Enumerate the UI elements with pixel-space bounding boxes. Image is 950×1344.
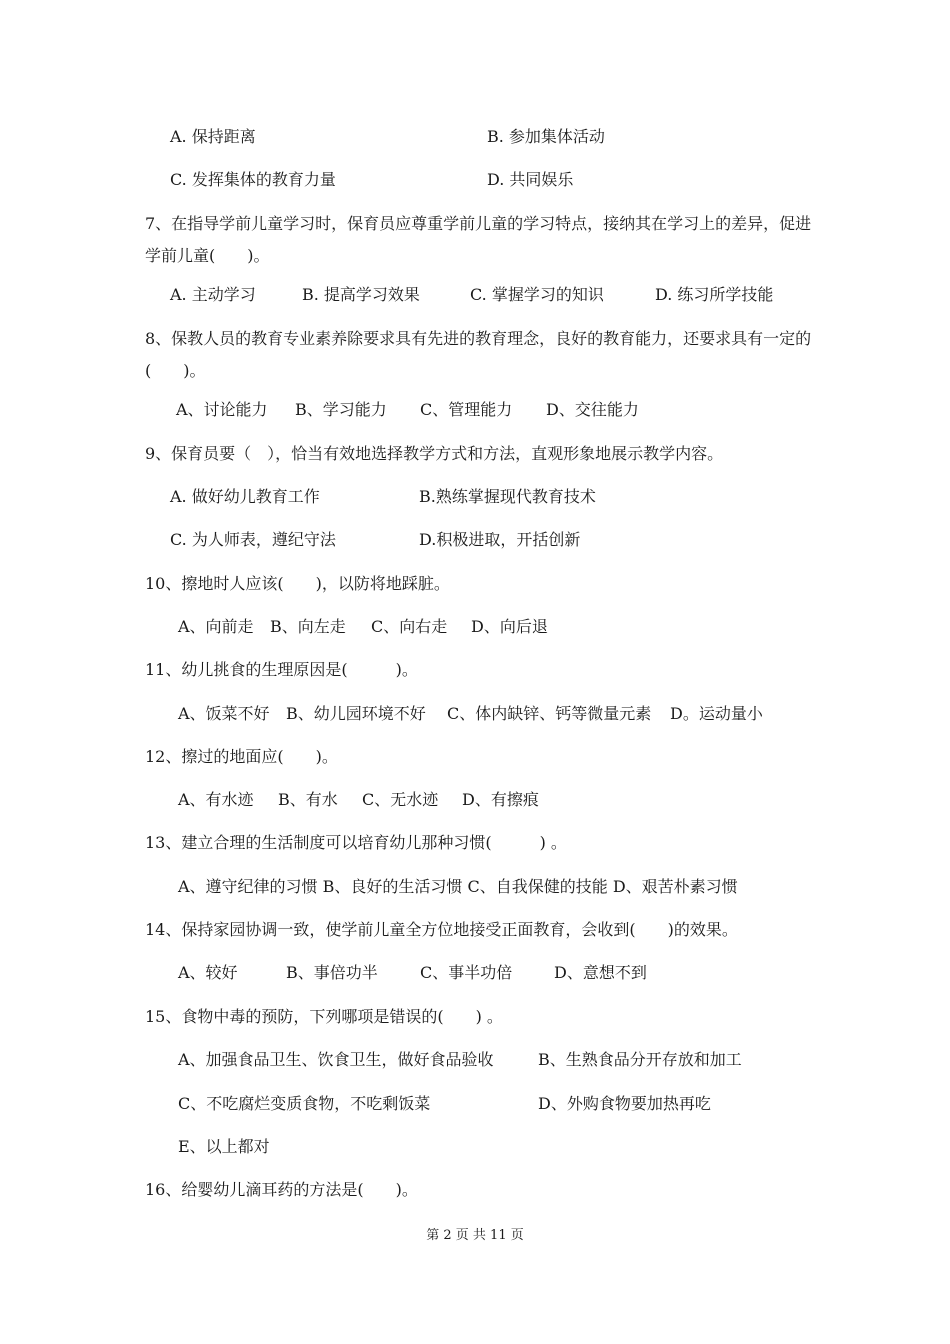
- q7-option-c: C. 掌握学习的知识: [470, 285, 604, 304]
- question-7: 7、在指导学前儿童学习时，保育员应尊重学前儿童的学习特点，接纳其在学习上的差异，促进学前儿童( )。: [145, 214, 812, 265]
- question-11: 11、幼儿挑食的生理原因是( )。: [145, 660, 418, 679]
- q10-option-a: A、向前走: [178, 617, 254, 636]
- q12-option-b: B、有水: [278, 790, 338, 809]
- q6-option-d: D. 共同娱乐: [487, 170, 574, 189]
- q6-option-c: C. 发挥集体的教育力量: [170, 170, 336, 189]
- q6-option-b: B. 参加集体活动: [487, 127, 605, 146]
- question-9: 9、保育员要（ ），恰当有效地选择教学方式和方法，直观形象地展示教学内容。: [145, 444, 724, 463]
- q15-option-a: A、加强食品卫生、饮食卫生，做好食品验收: [178, 1050, 494, 1069]
- q11-option-c: C、体内缺锌、钙等微量元素: [447, 704, 652, 723]
- q15-option-d: D、外购食物要加热再吃: [538, 1094, 711, 1113]
- q8-option-d: D、交往能力: [546, 400, 639, 419]
- q13-options: A、遵守纪律的习惯 B、良好的生活习惯 C、自我保健的技能 D、艰苦朴素习惯: [178, 877, 738, 896]
- q10-option-b: B、向左走: [270, 617, 346, 636]
- q14-option-d: D、意想不到: [554, 963, 647, 982]
- q9-option-a: A. 做好幼儿教育工作: [170, 487, 320, 506]
- question-12: 12、擦过的地面应( )。: [145, 747, 338, 766]
- q8-option-a: A、讨论能力: [176, 400, 268, 419]
- q14-option-b: B、事倍功半: [286, 963, 378, 982]
- q11-option-d: D。运动量小: [670, 704, 763, 723]
- q15-option-e: E、以上都对: [178, 1137, 270, 1156]
- q11-option-a: A、饭菜不好: [178, 704, 270, 723]
- q14-option-c: C、事半功倍: [420, 963, 513, 982]
- q9-option-c: C. 为人师表，遵纪守法: [170, 530, 336, 549]
- q15-option-b: B、生熟食品分开存放和加工: [538, 1050, 742, 1069]
- q10-option-d: D、向后退: [471, 617, 548, 636]
- question-10: 10、擦地时人应该( )，以防将地踩脏。: [145, 574, 450, 593]
- q7-option-a: A. 主动学习: [170, 285, 256, 304]
- q9-option-d: D.积极进取，开括创新: [419, 530, 581, 549]
- q14-option-a: A、较好: [178, 963, 238, 982]
- q7-option-b: B. 提高学习效果: [302, 285, 420, 304]
- question-14: 14、保持家园协调一致，使学前儿童全方位地接受正面教育，会收到( )的效果。: [145, 920, 738, 939]
- question-15: 15、食物中毒的预防，下列哪项是错误的( ) 。: [145, 1007, 503, 1026]
- q7-option-d: D. 练习所学技能: [655, 285, 774, 304]
- q9-option-b: B.熟练掌握现代教育技术: [419, 487, 596, 506]
- q8-option-b: B、学习能力: [295, 400, 387, 419]
- q11-option-b: B、幼儿园环境不好: [286, 704, 426, 723]
- q10-option-c: C、向右走: [371, 617, 448, 636]
- q8-option-c: C、管理能力: [420, 400, 513, 419]
- q12-option-d: D、有擦痕: [462, 790, 539, 809]
- q12-option-a: A、有水迹: [178, 790, 254, 809]
- q12-option-c: C、无水迹: [362, 790, 439, 809]
- question-16: 16、给婴幼儿滴耳药的方法是( )。: [145, 1180, 418, 1199]
- q6-option-a: A. 保持距离: [170, 127, 256, 146]
- q15-option-c: C、不吃腐烂变质食物，不吃剩饭菜: [178, 1094, 431, 1113]
- question-13: 13、建立合理的生活制度可以培育幼儿那种习惯( ) 。: [145, 833, 567, 852]
- page-footer: 第 2 页 共 11 页: [426, 1228, 524, 1243]
- question-8: 8、保教人员的教育专业素养除要求具有先进的教育理念，良好的教育能力，还要求具有一定的( )。: [145, 329, 812, 380]
